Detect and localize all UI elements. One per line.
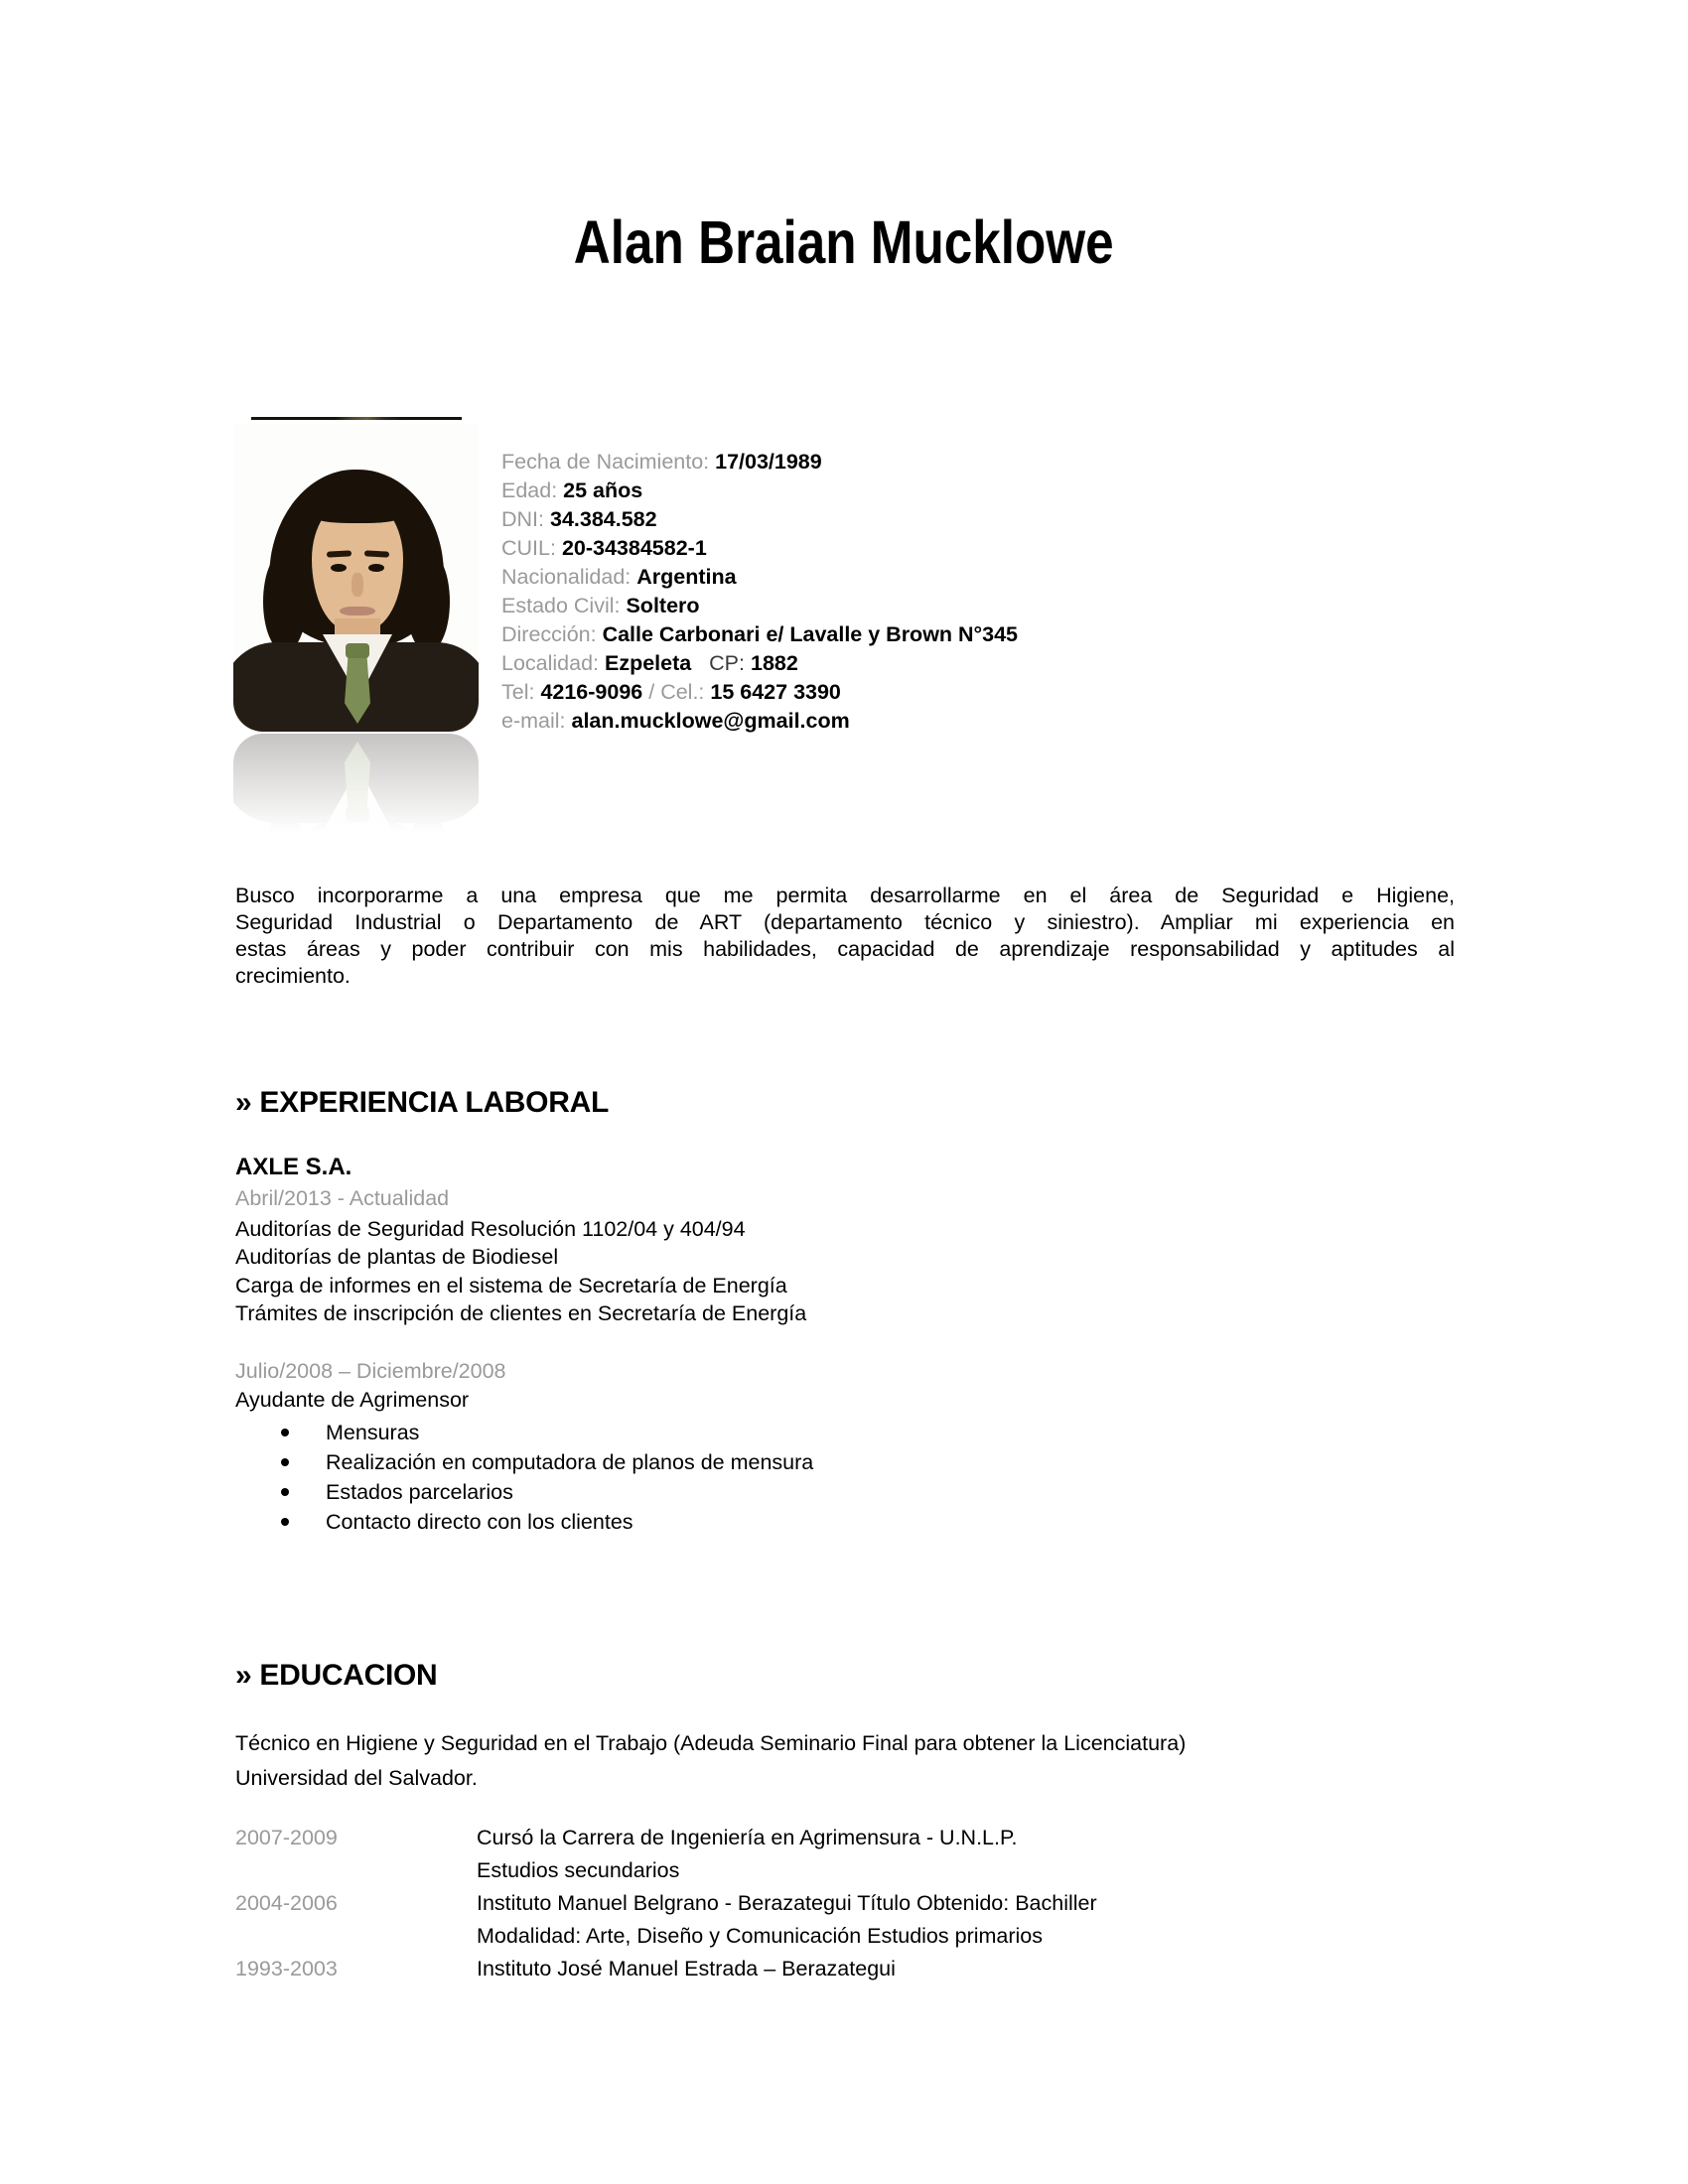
education-row bbox=[235, 1822, 1097, 1854]
bullet-text: Estados parcelarios bbox=[326, 1480, 513, 1504]
right-eye bbox=[368, 564, 384, 572]
section-heading-education: » EDUCACION bbox=[235, 1659, 438, 1692]
objective-line: Seguridad Industrial o Departamento de ART (departamento técnico y siniestro). Ampliar mi experiencia en bbox=[235, 910, 1455, 934]
degree-lines bbox=[235, 1726, 1486, 1796]
education-period: 2004-2006 bbox=[235, 1891, 338, 1915]
education-description: Modalidad: Arte, Diseño y Comunicación Estudios primarios bbox=[477, 1924, 1044, 1948]
info-label_dark: CP: bbox=[709, 651, 751, 675]
job-duty-list bbox=[235, 1215, 806, 1328]
company-name: AXLE S.A. bbox=[235, 1154, 352, 1180]
objective-line: Busco incorporarme a una empresa que me permita desarrollarme en el área de Seguridad e Higiene, bbox=[235, 884, 1455, 907]
info-label: CUIL: bbox=[501, 536, 562, 560]
education-description: Cursó la Carrera de Ingeniería en Agrimensura - U.N.L.P. bbox=[477, 1826, 1018, 1849]
degree-line: Técnico en Higiene y Seguridad en el Trabajo (Adeuda Seminario Final para obtener la Licenciatura) bbox=[235, 1731, 1187, 1755]
left-eye bbox=[331, 564, 347, 572]
info-line bbox=[501, 707, 1018, 736]
info-value: 15 6427 3390 bbox=[710, 680, 841, 704]
job-period-2: Julio/2008 – Diciembre/2008 bbox=[235, 1359, 506, 1383]
bullet-dot bbox=[281, 1458, 289, 1466]
education-description: Instituto José Manuel Estrada – Berazategui bbox=[477, 1957, 896, 1980]
info-value: 20-34384582-1 bbox=[561, 536, 707, 560]
bullet-text: Contacto directo con los clientes bbox=[326, 1510, 633, 1534]
info-line bbox=[501, 448, 1018, 477]
info-label: Fecha de Nacimiento: bbox=[501, 450, 716, 474]
duty-line: Carga de informes en el sistema de Secretaría de Energía bbox=[235, 1273, 787, 1297]
info-line bbox=[501, 620, 1018, 649]
info-line bbox=[501, 649, 1018, 678]
bullet-text: Mensuras bbox=[326, 1421, 420, 1444]
info-label: DNI: bbox=[501, 507, 550, 531]
info-value: 17/03/1989 bbox=[715, 450, 822, 474]
hair-right-shape bbox=[406, 551, 450, 652]
bullet-item bbox=[235, 1447, 813, 1477]
info-line bbox=[501, 563, 1018, 592]
job-period-1: Abril/2013 - Actualidad bbox=[235, 1186, 450, 1210]
info-line bbox=[501, 678, 1018, 707]
education-period bbox=[235, 1854, 477, 1887]
education-row bbox=[235, 1953, 1097, 1985]
info-value: Ezpeleta bbox=[605, 651, 692, 675]
info-label: Dirección: bbox=[501, 622, 603, 646]
info-value: alan.mucklowe@gmail.com bbox=[571, 709, 850, 733]
info-value: 25 años bbox=[563, 478, 643, 502]
info-label: Nacionalidad: bbox=[501, 565, 637, 589]
education-period bbox=[235, 1920, 477, 1953]
info-label: Estado Civil: bbox=[501, 594, 627, 617]
bullet-dot bbox=[281, 1429, 289, 1436]
education-row bbox=[235, 1887, 1097, 1920]
bullet-text: Realización en computadora de planos de mensura bbox=[326, 1450, 814, 1474]
section-heading-experience: » EXPERIENCIA LABORAL bbox=[235, 1086, 609, 1119]
duty-line: Auditorías de Seguridad Resolución 1102/04 y 404/94 bbox=[235, 1217, 746, 1241]
portrait-photo bbox=[233, 424, 479, 732]
info-value: 1882 bbox=[750, 651, 798, 675]
job-role: Ayudante de Agrimensor bbox=[235, 1388, 470, 1412]
nose-shape bbox=[352, 573, 363, 597]
page-title: Alan Braian Mucklowe bbox=[574, 208, 1114, 276]
info-value: Calle Carbonari e/ Lavalle y Brown N°345 bbox=[602, 622, 1019, 646]
job-bullet-list bbox=[235, 1418, 813, 1537]
bullet-item bbox=[235, 1507, 813, 1537]
header bbox=[0, 210, 1688, 274]
bullet-item bbox=[235, 1418, 813, 1447]
info-value: Soltero bbox=[626, 594, 700, 617]
photo-top-edge bbox=[251, 417, 462, 420]
info-label: Edad: bbox=[501, 478, 564, 502]
duty-line: Auditorías de plantas de Biodiesel bbox=[235, 1245, 559, 1270]
info-line bbox=[501, 477, 1018, 505]
info-value: 4216-9096 bbox=[540, 680, 643, 704]
bullet-dot bbox=[281, 1488, 289, 1496]
info-label: / bbox=[642, 680, 661, 704]
education-row bbox=[235, 1920, 1097, 1953]
info-line bbox=[501, 592, 1018, 620]
duty-line: Trámites de inscripción de clientes en Secretaría de Energía bbox=[235, 1301, 807, 1326]
portrait-photo-reflection bbox=[233, 734, 479, 855]
objective-line: crecimiento. bbox=[235, 964, 351, 988]
right-eyebrow bbox=[364, 550, 389, 557]
info-label: Tel: bbox=[501, 680, 541, 704]
education-description: Instituto Manuel Belgrano - Berazategui Título Obtenido: Bachiller bbox=[477, 1891, 1097, 1915]
bullet-dot bbox=[281, 1518, 289, 1526]
info-line bbox=[501, 505, 1018, 534]
hair-left-shape bbox=[263, 551, 307, 652]
mouth-shape bbox=[340, 607, 375, 615]
info-label bbox=[691, 651, 709, 675]
info-label: Cel.: bbox=[660, 680, 711, 704]
tie-knot bbox=[346, 643, 369, 658]
portrait-photo-mirror bbox=[233, 734, 479, 855]
info-label: Localidad: bbox=[501, 651, 605, 675]
education-period: 1993-2003 bbox=[235, 1957, 338, 1980]
tie-knot bbox=[346, 807, 369, 822]
education-row bbox=[235, 1854, 1097, 1887]
education-description: Estudios secundarios bbox=[477, 1858, 680, 1882]
info-label: e-mail: bbox=[501, 709, 572, 733]
info-value: 34.384.582 bbox=[549, 507, 657, 531]
mouth-shape bbox=[340, 850, 375, 855]
info-value: Argentina bbox=[636, 565, 737, 589]
info-line bbox=[501, 534, 1018, 563]
objective-paragraph bbox=[235, 883, 1455, 990]
education-period: 2007-2009 bbox=[235, 1826, 338, 1849]
objective-line: estas áreas y poder contribuir con mis habilidades, capacidad de aprendizaje responsabilidad y aptitudes al bbox=[235, 937, 1455, 961]
education-table bbox=[235, 1822, 1097, 1985]
bullet-item bbox=[235, 1477, 813, 1507]
personal-info-list bbox=[501, 448, 1018, 736]
degree-line: Universidad del Salvador. bbox=[235, 1766, 478, 1790]
